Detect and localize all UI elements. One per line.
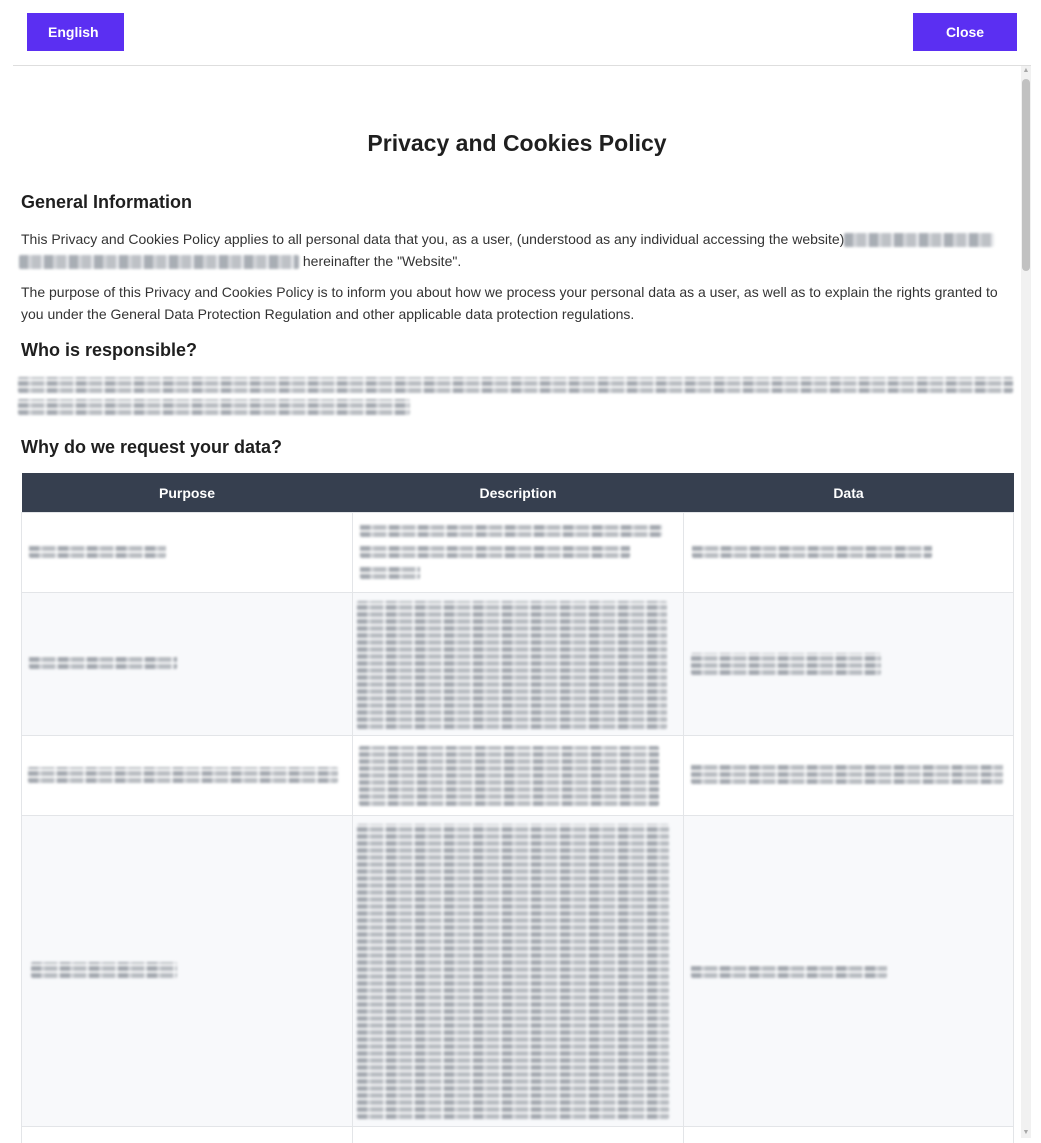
redacted-text xyxy=(18,399,410,415)
section-heading-responsible: Who is responsible? xyxy=(21,340,198,360)
redacted-text xyxy=(360,544,630,558)
redacted-text xyxy=(18,377,1013,393)
general-paragraph-1-end: hereinafter the "Website". xyxy=(302,253,462,269)
section-heading-general: General Information xyxy=(21,192,193,212)
scroll-up-arrow-icon[interactable]: ▲ xyxy=(1022,67,1030,74)
table-cell xyxy=(684,513,1014,593)
general-paragraph-2: The purpose of this Privacy and Cookies Policy is to inform you about how we process your personal data as a user, as well as to explain the rights granted to you under the General Data Protection Regulation and other applicable data protection regulations. xyxy=(21,284,998,322)
redacted-text xyxy=(691,764,1003,784)
redacted-text xyxy=(31,962,177,978)
column-header-description: Description xyxy=(353,473,684,513)
redacted-text xyxy=(360,565,420,579)
table-row xyxy=(22,1127,1014,1143)
redacted-text xyxy=(691,964,887,978)
table-row xyxy=(22,816,1014,1127)
table-row xyxy=(22,513,1014,593)
policy-content xyxy=(0,66,1020,1143)
redacted-text xyxy=(19,255,299,269)
column-header-purpose: Purpose xyxy=(22,473,353,513)
data-purpose-table xyxy=(21,473,1014,1143)
table-cell xyxy=(22,513,353,593)
table-cell xyxy=(353,593,684,736)
scrollbar-thumb[interactable] xyxy=(1022,79,1030,271)
redacted-text xyxy=(692,544,932,558)
column-header-data: Data xyxy=(684,473,1014,513)
redacted-text xyxy=(29,655,177,669)
table-cell xyxy=(353,513,684,593)
table-cell xyxy=(353,816,684,1127)
redacted-text xyxy=(29,544,166,558)
table-cell xyxy=(684,593,1014,736)
redacted-text xyxy=(357,824,669,1119)
language-button[interactable]: English xyxy=(27,13,124,51)
table-cell xyxy=(22,593,353,736)
table-cell xyxy=(22,736,353,816)
redacted-text xyxy=(844,233,994,247)
section-heading-why: Why do we request your data? xyxy=(21,437,283,457)
redacted-text xyxy=(359,746,659,806)
table-cell xyxy=(353,1127,684,1143)
table-cell xyxy=(684,736,1014,816)
table-header-row xyxy=(22,473,1014,513)
close-button[interactable]: Close xyxy=(913,13,1017,51)
scroll-down-arrow-icon[interactable]: ▼ xyxy=(1022,1129,1030,1136)
general-paragraph-1-text: This Privacy and Cookies Policy applies to all personal data that you, as a user, (understood as any individual accessing the website) xyxy=(21,231,845,247)
redacted-text xyxy=(360,523,662,537)
table-cell xyxy=(22,816,353,1127)
redacted-text xyxy=(357,601,667,729)
redacted-text xyxy=(28,767,338,783)
page-title: Privacy and Cookies Policy xyxy=(367,130,667,156)
table-cell xyxy=(684,816,1014,1127)
table-cell xyxy=(22,1127,353,1143)
table-cell xyxy=(353,736,684,816)
table-cell xyxy=(684,1127,1014,1143)
top-bar xyxy=(0,0,1041,66)
table-row xyxy=(22,736,1014,816)
vertical-scrollbar[interactable] xyxy=(1021,66,1031,1138)
redacted-text xyxy=(691,653,881,675)
general-paragraph-1 xyxy=(21,228,1006,272)
table-row xyxy=(22,593,1014,736)
